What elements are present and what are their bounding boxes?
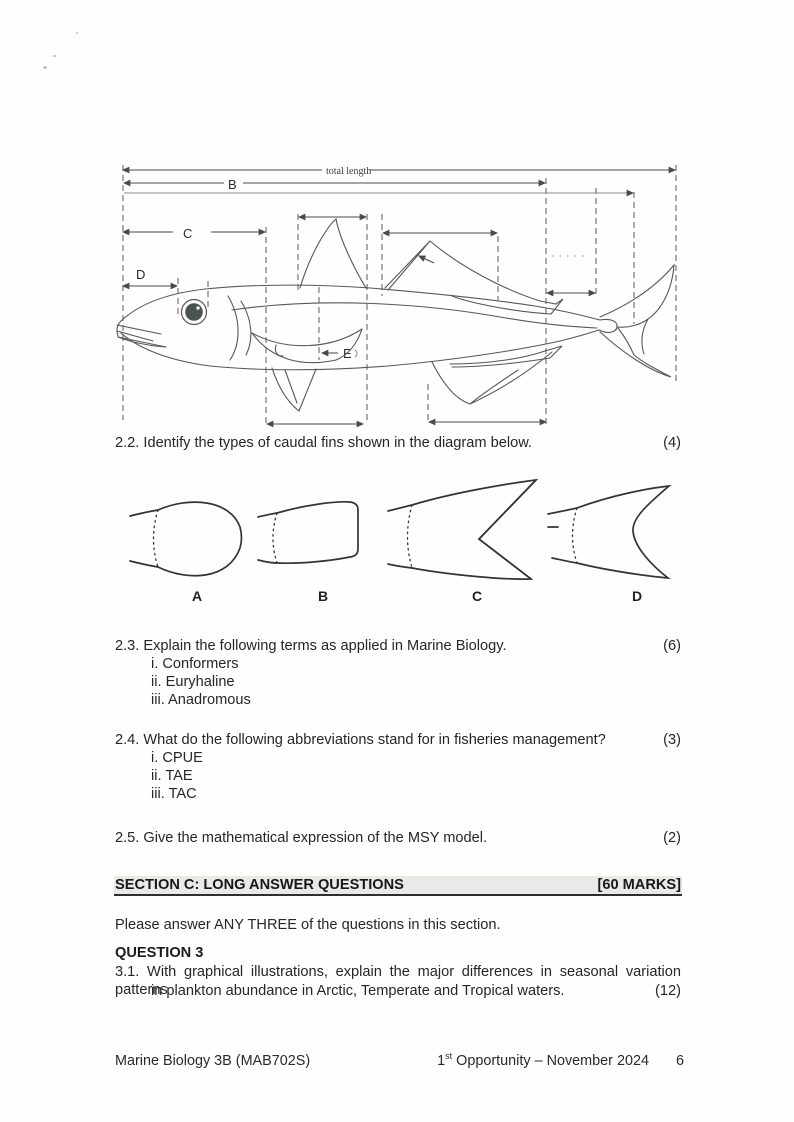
question-2-4-text: 2.4. What do the following abbreviations stand for in fisheries management? [115,732,606,748]
question-2-5-text: 2.5. Give the mathematical expression of the MSY model. [115,830,488,846]
fin-label-d: D [632,588,643,604]
snout-length-label-d: D [136,267,146,282]
q24-item-1: i. CPUE [151,750,203,766]
question-2-5-marks: (2) [663,830,681,846]
fish-eye-highlight [196,306,200,310]
footer-page-number: 6 [675,1053,684,1069]
total-length-label: total length [326,166,372,177]
fin-label-a: A [192,588,203,604]
fish-measurement-diagram [0,0,794,460]
fin-base-label-e: E [343,346,352,361]
fin-labels [192,588,642,604]
section-c-instruction: Please answer ANY THREE of the questions in this section. [115,917,501,933]
fin-outlines [130,480,669,579]
question-3-line1: 3.1. With graphical illustrations, explain the major differences in seasonal variation patterns [115,964,681,998]
section-c-title: SECTION C: LONG ANSWER QUESTIONS [115,877,404,893]
head-length-label-c: C [183,226,193,241]
fin-label-b: B [318,588,329,604]
question-2-3-text: 2.3. Explain the following terms as applied in Marine Biology. [115,638,507,654]
question-2-2-marks: (4) [663,435,681,451]
question-3-marks: (12) [655,983,681,999]
q24-item-3: iii. TAC [151,786,197,802]
footer-right [437,1053,684,1069]
question-2-3-row [115,637,681,655]
fish-eye-iris [185,303,203,321]
question-2-4-marks: (3) [663,732,681,748]
question-2-2-text: 2.2. Identify the types of caudal fins shown in the diagram below. [115,435,532,451]
caudal-fin-types-diagram [0,465,794,615]
q24-item-2: ii. TAE [151,768,193,784]
question-2-2-row [115,434,681,452]
section-c-marks: [60 MARKS] [597,877,681,893]
q23-item-3: iii. Anadromous [151,692,251,708]
question-2-5-row [115,829,681,847]
footer-course: Marine Biology 3B (MAB702S) [115,1053,311,1069]
footer-ordinal-sup: st [445,1051,453,1062]
q23-item-2: ii. Euryhaline [151,674,235,690]
dashed-reference-lines [123,165,676,428]
footer-opportunity: 1st Opportunity – November 2024 [437,1051,649,1069]
question-3-heading: QUESTION 3 [115,945,204,961]
page-footer [115,1053,684,1069]
q23-item-1: i. Conformers [151,656,239,672]
section-c-header [114,876,682,896]
fin-label-c: C [472,588,483,604]
question-2-4-row [115,731,681,749]
question-2-3-marks: (6) [663,638,681,654]
fork-length-label-b: B [228,177,237,192]
question-3-line2-row [115,982,681,1000]
question-3-line2: in plankton abundance in Arctic, Temperate and Tropical waters. [151,983,565,999]
measurement-lines [123,170,675,424]
